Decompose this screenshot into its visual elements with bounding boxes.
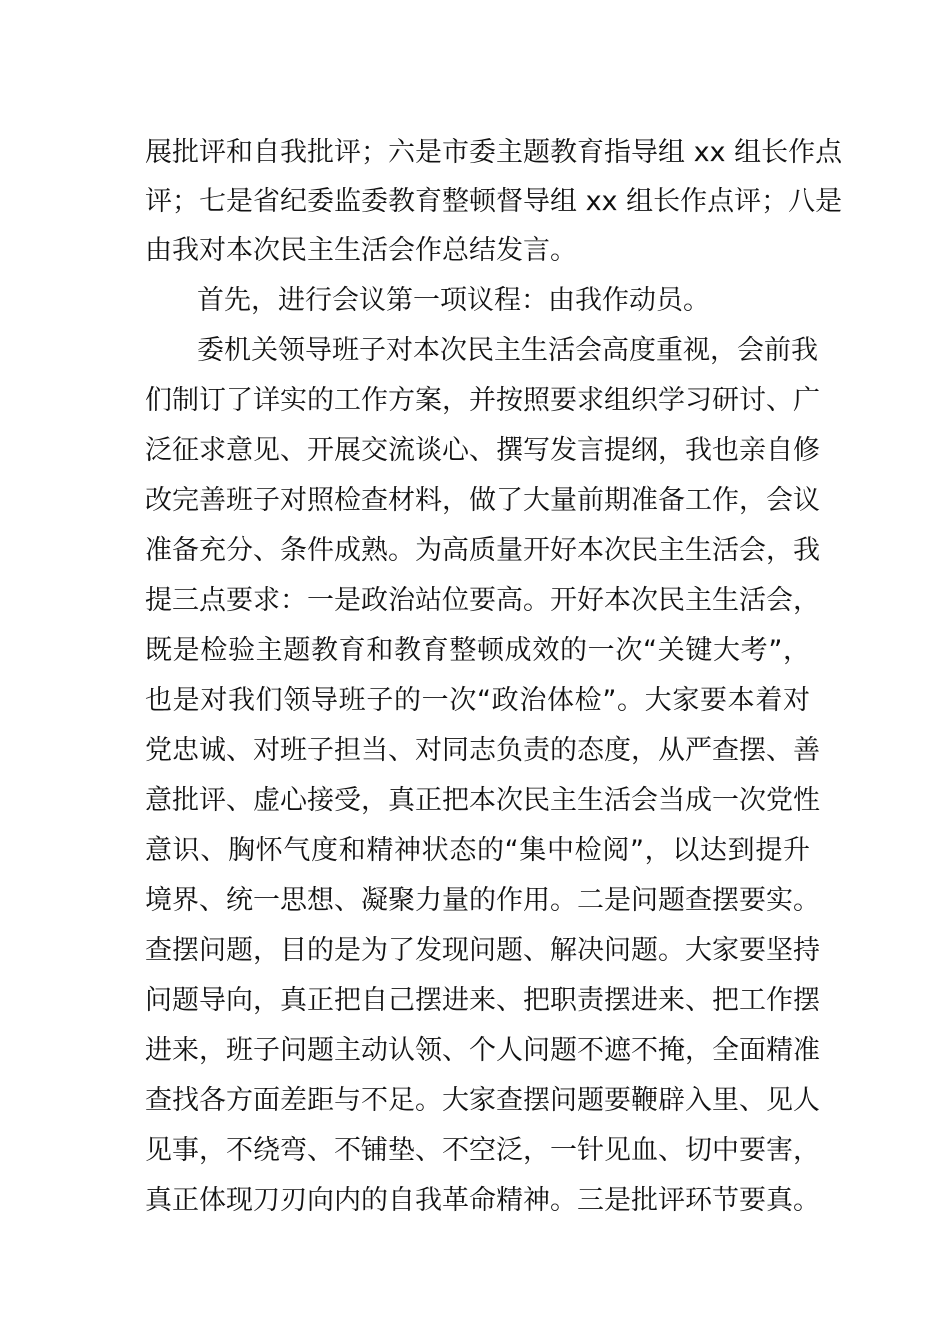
text-line: 真正体现刀刃向内的自我革命精神。三是批评环节要真。	[145, 1185, 820, 1216]
text-line: 见事，不绕弯、不铺垫、不空泛，一针见血、切中要害，	[145, 1135, 820, 1166]
text-line: 查摆问题，目的是为了发现问题、解决问题。大家要坚持	[145, 935, 820, 966]
text-line: 泛征求意见、开展交流谈心、撰写发言提纲，我也亲自修	[145, 435, 820, 466]
text-line: 改完善班子对照检查材料，做了大量前期准备工作，会议	[145, 485, 820, 516]
text-line: 党忠诚、对班子担当、对同志负责的态度，从严查摆、善	[145, 735, 820, 766]
text-line: 们制订了详实的工作方案，并按照要求组织学习研讨、广	[145, 385, 820, 416]
text-line: 提三点要求：一是政治站位要高。开好本次民主生活会，	[145, 585, 820, 616]
paragraph-first-line: 首先，进行会议第一项议程：由我作动员。	[197, 285, 710, 316]
text-line: 进来，班子问题主动认领、个人问题不遮不掩，全面精准	[145, 1035, 820, 1066]
text-line: 既是检验主题教育和教育整顿成效的一次“关键大考”，	[145, 635, 810, 666]
text-line: 由我对本次民主生活会作总结发言。	[145, 235, 577, 266]
text-line: 意识、胸怀气度和精神状态的“集中检阅”，以达到提升	[145, 835, 810, 866]
text-line: 也是对我们领导班子的一次“政治体检”。大家要本着对	[145, 685, 810, 716]
text-line: 意批评、虚心接受，真正把本次民主生活会当成一次党性	[145, 785, 820, 816]
text-line: 查找各方面差距与不足。大家查摆问题要鞭辟入里、见人	[145, 1085, 820, 1116]
text-line: 境界、统一思想、凝聚力量的作用。二是问题查摆要实。	[145, 885, 820, 916]
text-line: 评；七是省纪委监委教育整顿督导组 xx 组长作点评；八是	[145, 186, 843, 217]
text-line: 准备充分、条件成熟。为高质量开好本次民主生活会，我	[145, 535, 820, 566]
paragraph-first-line: 委机关领导班子对本次民主生活会高度重视，会前我	[197, 335, 818, 366]
text-line: 问题导向，真正把自己摆进来、把职责摆进来、把工作摆	[145, 985, 820, 1016]
text-line: 展批评和自我批评；六是市委主题教育指导组 xx 组长作点	[145, 137, 843, 168]
